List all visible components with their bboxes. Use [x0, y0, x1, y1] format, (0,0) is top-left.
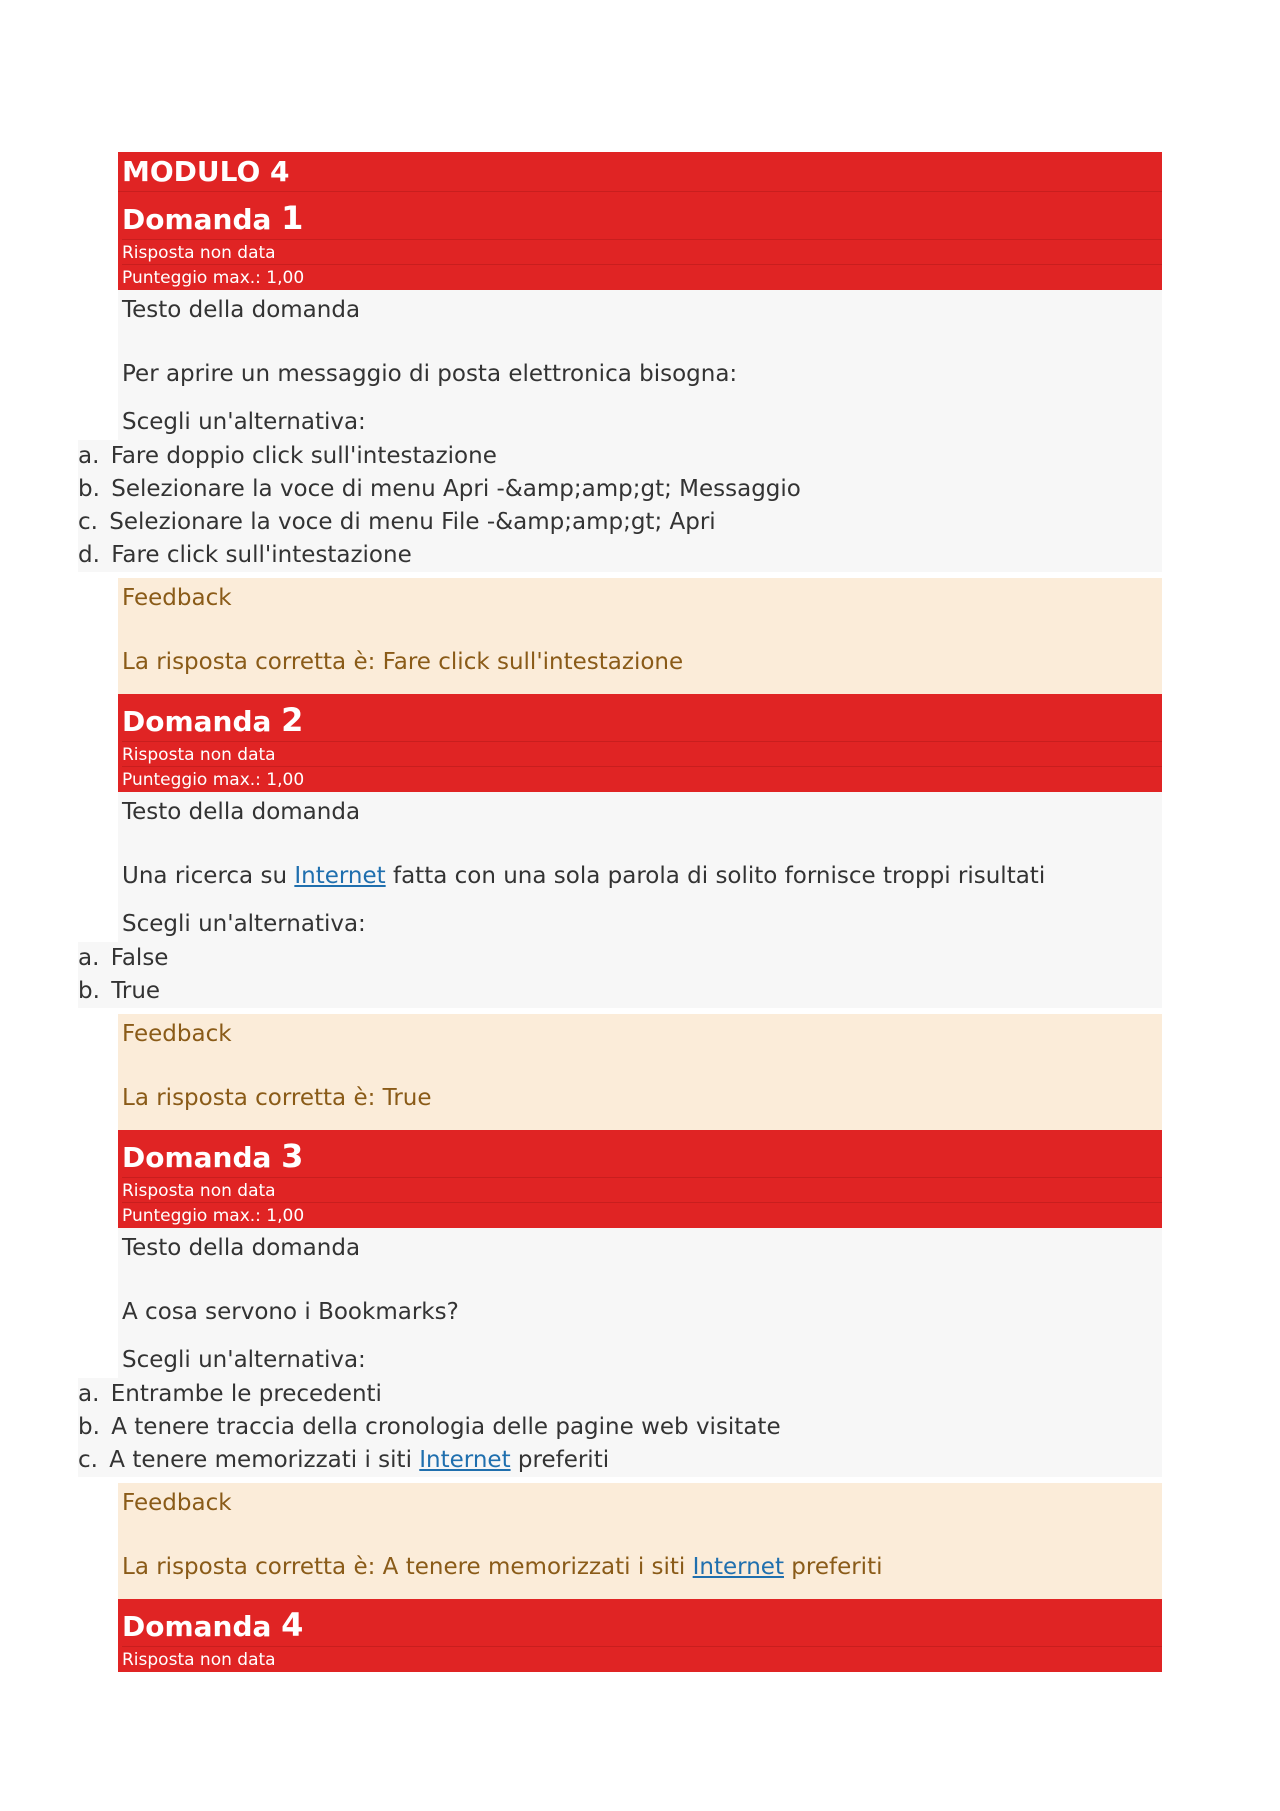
- answer-text: False: [110, 945, 169, 971]
- question-number: 4: [281, 1606, 304, 1644]
- answer-letter: c.: [78, 1447, 98, 1473]
- answer-letter: a.: [78, 1381, 100, 1407]
- internet-link[interactable]: Internet: [294, 863, 386, 889]
- question-status: Risposta non data: [122, 742, 1162, 767]
- question-status: Risposta non data: [122, 1178, 1162, 1203]
- question-number: 3: [281, 1137, 304, 1175]
- answer-letter: b.: [78, 476, 100, 502]
- feedback-text: La risposta corretta è: True: [122, 1085, 432, 1111]
- question-max-score: Punteggio max.: 1,00: [122, 770, 305, 790]
- question-status: Risposta non data: [122, 240, 1162, 265]
- question-number: 2: [281, 701, 304, 739]
- answer-option[interactable]: c. A tenere memorizzati i siti Internet preferiti: [78, 1444, 1162, 1477]
- answer-letter: b.: [78, 1414, 100, 1440]
- answer-text: True: [111, 978, 161, 1004]
- answer-option[interactable]: [78, 975, 1162, 1008]
- feedback-box: [118, 1483, 1162, 1599]
- question-body: [78, 1228, 1162, 1477]
- answer-option[interactable]: [78, 1378, 1162, 1411]
- question-title: Domanda 1: [122, 192, 1162, 240]
- question-text: A cosa servono i Bookmarks?: [122, 1299, 459, 1325]
- question-number: 1: [281, 199, 304, 237]
- question-text-label: Testo della domanda: [122, 1235, 361, 1261]
- feedback-text: La risposta corretta è: Fare click sull'intestazione: [122, 649, 684, 675]
- question-header: [118, 694, 1162, 792]
- answer-letter: b.: [78, 978, 100, 1004]
- question-title: Domanda 3: [122, 1130, 1162, 1178]
- question-body: [78, 792, 1162, 1008]
- answer-letter: a.: [78, 443, 100, 469]
- answer-list: [78, 942, 1162, 1008]
- answer-option[interactable]: [78, 942, 1162, 975]
- feedback-box: [118, 1014, 1162, 1130]
- answer-text: Fare click sull'intestazione: [111, 542, 412, 568]
- answer-letter: d.: [78, 542, 100, 568]
- feedback-label: Feedback: [122, 585, 232, 611]
- choice-prompt: Scegli un'alternativa:: [122, 409, 366, 435]
- question-header: [118, 1130, 1162, 1228]
- answer-text: Entrambe le precedenti: [110, 1381, 382, 1407]
- question-text: Una ricerca su Internet fatta con una sola parola di solito fornisce troppi risultati: [122, 863, 1046, 889]
- module-title: MODULO 4: [118, 152, 1162, 192]
- feedback-text: La risposta corretta è: A tenere memorizzati i siti Internet preferiti: [122, 1554, 883, 1580]
- question-body: [78, 290, 1162, 572]
- answer-option[interactable]: [78, 506, 1162, 539]
- question-text-label: Testo della domanda: [122, 297, 361, 323]
- quiz-review-page: [78, 152, 1162, 1672]
- question-header: [118, 192, 1162, 290]
- feedback-label: Feedback: [122, 1490, 232, 1516]
- answer-text: Selezionare la voce di menu File -&amp;amp;gt; Apri: [109, 509, 716, 535]
- question-header: [118, 1599, 1162, 1672]
- question-title: Domanda 4: [122, 1599, 1162, 1647]
- question-max-score: Punteggio max.: 1,00: [122, 268, 305, 288]
- feedback-box: [118, 578, 1162, 694]
- answer-text: Selezionare la voce di menu Apri -&amp;amp;gt; Messaggio: [111, 476, 801, 502]
- answer-option[interactable]: [78, 473, 1162, 506]
- question-status: Risposta non data: [122, 1650, 276, 1670]
- answer-text: Fare doppio click sull'intestazione: [110, 443, 497, 469]
- answer-option[interactable]: [78, 539, 1162, 572]
- answer-option[interactable]: [78, 440, 1162, 473]
- answer-letter: a.: [78, 945, 100, 971]
- answer-list: [78, 440, 1162, 572]
- answer-text: A tenere traccia della cronologia delle pagine web visitate: [111, 1414, 781, 1440]
- answer-letter: c.: [78, 509, 98, 535]
- feedback-label: Feedback: [122, 1021, 232, 1047]
- internet-link[interactable]: Internet: [692, 1554, 784, 1580]
- internet-link[interactable]: Internet: [419, 1447, 511, 1473]
- answer-list: [78, 1378, 1162, 1477]
- choice-prompt: Scegli un'alternativa:: [122, 911, 366, 937]
- question-text: Per aprire un messaggio di posta elettronica bisogna:: [122, 361, 738, 387]
- question-text-label: Testo della domanda: [122, 799, 361, 825]
- question-max-score: Punteggio max.: 1,00: [122, 1206, 305, 1226]
- question-title: Domanda 2: [122, 694, 1162, 742]
- choice-prompt: Scegli un'alternativa:: [122, 1347, 366, 1373]
- answer-option[interactable]: [78, 1411, 1162, 1444]
